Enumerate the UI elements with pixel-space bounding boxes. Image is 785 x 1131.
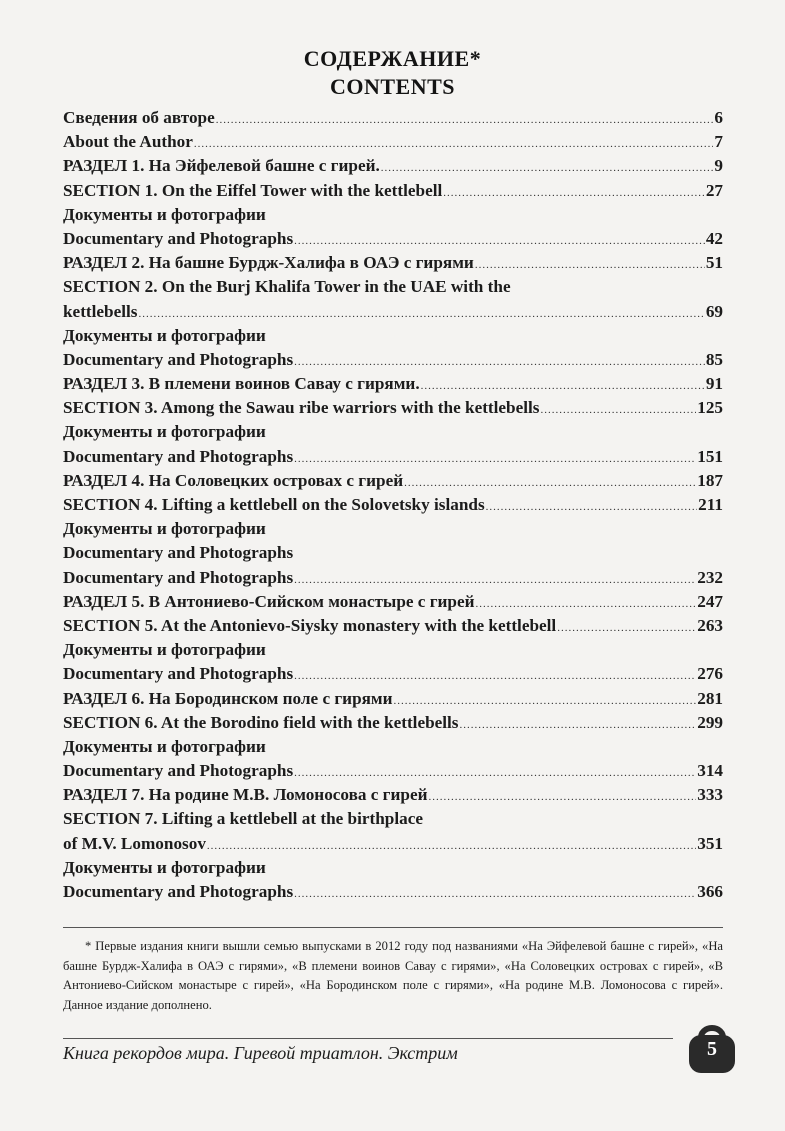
toc-entry-page: 232 [697,567,723,587]
toc-entry-page: 351 [697,833,723,853]
contents-title-en: CONTENTS [329,74,456,99]
toc-dot-leader [294,447,696,471]
toc-entry [63,759,723,783]
page-number: 5 [707,1038,717,1060]
toc-entry-page: 151 [697,446,723,466]
toc-dot-leader [294,350,705,374]
toc-dot-leader [294,568,696,592]
toc-entry-page: 7 [714,132,723,152]
toc-entry [63,662,723,686]
footnote-divider [63,927,723,928]
toc-entry [63,203,723,227]
toc-entry-title: РАЗДЕЛ 4. На Соловецких островах с гирей [63,470,404,490]
toc-entry-page: 27 [705,180,723,200]
toc-dot-leader [394,689,697,713]
toc-entry [63,179,723,203]
toc-dot-leader [475,253,705,277]
kettlebell-page-badge [686,1020,738,1074]
toc-entry [63,154,723,178]
toc-entry [63,807,723,831]
toc-entry [63,396,723,420]
toc-entry-title: Documentary and Photographs [63,664,294,684]
toc-entry-title: SECTION 2. On the Burj Khalifa Tower in the UAE with the [63,277,511,297]
toc-dot-leader [294,882,696,906]
toc-dot-leader [381,156,714,180]
toc-entry [63,130,723,154]
toc-entry [63,445,723,469]
toc-entry [63,106,723,130]
running-footer: Книга рекордов мира. Гиревой триатлон. Экстрим [63,1043,458,1063]
toc-entry-page: 333 [697,785,723,805]
toc-entry [63,614,723,638]
toc-entry-page: 85 [705,349,723,369]
toc-entry-title: SECTION 5. At the Antonievo-Siysky monastery with the kettlebell [63,615,557,635]
toc-entry-page: 211 [698,495,723,514]
toc-entry [63,275,723,299]
toc-entry [63,880,723,904]
toc-entry [63,324,723,348]
toc-entry-title: Документы и фотографии [63,325,266,345]
toc-entry-page: 125 [697,398,723,418]
toc-entry [63,566,723,590]
toc-entry-title: SECTION 3. Among the Sawau ribe warriors with the kettlebells [63,398,540,418]
toc-entry [63,832,723,856]
toc-entry-title: SECTION 1. On the Eiffel Tower with the kettlebell [63,180,443,200]
toc-entry-page: 263 [697,615,723,635]
toc-entry-page: 9 [714,156,723,176]
toc-entry [63,590,723,614]
toc-dot-leader [216,108,714,132]
toc-dot-leader [294,761,696,785]
toc-dot-leader [138,302,704,326]
toc-entry-page: 366 [697,882,723,901]
toc-dot-leader [207,834,696,858]
toc-entry [63,227,723,251]
toc-entry-title: Документы и фотографии [63,422,266,442]
toc-dot-leader [404,471,696,495]
toc-entry [63,348,723,372]
toc-entry-title: Документы и фотографии [63,640,266,660]
footer-divider [63,1038,673,1039]
toc-entry-title: SECTION 6. At the Borodino field with the kettlebells [63,712,459,732]
toc-entry [63,638,723,662]
toc-entry [63,251,723,275]
toc-entry-page: 6 [714,108,723,127]
toc-entry-title: Documentary and Photographs [63,446,294,466]
toc-entry-title: kettlebells [63,301,138,321]
toc-entry [63,687,723,711]
footnote: * Первые издания книги вышли семью выпусками в 2012 году под названиями «На Эйфелевой башне с гирей», «На башне Бурдж-Халифа в ОАЭ с гирями», «В племени воинов Савау с гирями», «На Соловецких островах с гирей», «В Антониево-Сийском монастыре с гирей», «На Бородинском поле с гирями», «На родине М.В. Ломоносова с гирей». Данное издание дополнено. [63,939,723,1012]
toc-entry-page: 276 [697,664,723,684]
toc-entry [63,420,723,444]
toc-dot-leader [294,229,705,253]
toc-dot-leader [428,785,696,809]
toc-entry [63,493,723,517]
toc-entry-title: РАЗДЕЛ 6. На Бородинском поле с гирями [63,688,393,708]
toc-dot-leader [194,132,714,156]
toc-dot-leader [294,664,696,688]
toc-entry [63,711,723,735]
toc-entry [63,300,723,324]
toc-entry-title: Documentary and Photographs [63,349,294,369]
toc-entry-title: Documentary and Photographs [63,543,294,563]
toc-entry [63,856,723,880]
toc-entry-title: Документы и фотографии [63,736,266,756]
toc-entry-title: Документы и фотографии [63,857,266,877]
toc-entry-title: of M.V. Lomonosov [63,833,206,853]
toc-entry-title: About the Author [63,132,193,152]
toc-entry [63,541,723,565]
toc-entry-title: РАЗДЕЛ 1. На Эйфелевой башне с гирей. [63,156,380,176]
toc-entry-page: 187 [697,470,723,490]
toc-entry-title: РАЗДЕЛ 2. На башне Бурдж-Халифа в ОАЭ с гирями [63,253,474,273]
toc-entry-page: 42 [705,228,723,248]
toc-entry-title: РАЗДЕЛ 7. На родине М.В. Ломоносова с гирей [63,785,428,805]
table-of-contents [63,106,723,904]
toc-dot-leader [460,713,697,737]
toc-entry-page: 69 [705,301,723,321]
toc-dot-leader [476,592,697,616]
toc-entry-title: Документы и фотографии [63,204,266,224]
toc-entry [63,735,723,759]
toc-entry-title: Documentary and Photographs [63,228,294,248]
toc-entry-title: SECTION 7. Lifting a kettlebell at the birthplace [63,809,423,829]
toc-entry-page: 314 [697,761,723,781]
toc-entry [63,517,723,541]
toc-entry-title: Сведения об авторе [63,108,215,127]
toc-entry-title: РАЗДЕЛ 5. В Антониево-Сийском монастыре с гирей [63,591,475,611]
toc-entry-page: 51 [705,253,723,273]
toc-dot-leader [421,374,705,398]
toc-entry [63,469,723,493]
toc-dot-leader [557,616,696,640]
toc-entry-page: 247 [697,591,723,611]
toc-entry-title: Документы и фотографии [63,519,266,539]
toc-entry-title: Documentary and Photographs [63,567,294,587]
toc-entry [63,783,723,807]
toc-dot-leader [540,398,696,422]
toc-entry-title: Documentary and Photographs [63,761,294,781]
contents-title-ru: СОДЕРЖАНИЕ* [303,46,482,71]
toc-entry-page: 299 [697,712,723,732]
toc-entry-title: Documentary and Photographs [63,882,294,901]
toc-entry-title: SECTION 4. Lifting a kettlebell on the Solovetsky islands [63,495,485,514]
toc-dot-leader [486,495,698,519]
toc-entry [63,372,723,396]
toc-entry-page: 281 [697,688,723,708]
toc-dot-leader [443,181,705,205]
toc-entry-title: РАЗДЕЛ 3. В племени воинов Савау с гирями. [63,374,420,394]
toc-entry-page: 91 [705,374,723,394]
